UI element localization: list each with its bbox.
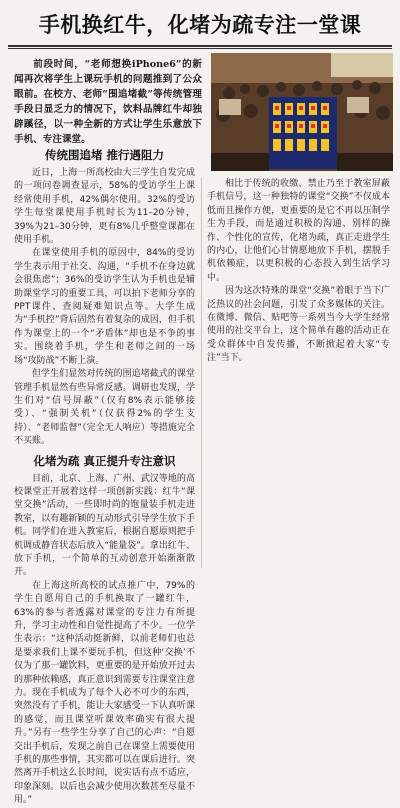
lead-paragraph: 前段时间，“老师想换iPhone6”的新闻再次将学生上课玩手机的问题推到了公众眼前。在校方、老师“围追堵截”等传统管理手段日显乏力的情况下，饮料品牌红牛却独辟蹊径，以一种全新的方式让学生乐意放下手机、专注课堂。 <box>14 59 202 145</box>
section2-paragraph: 相比于传统的收缴、禁止乃至于教室屏蔽手机信号，这一种独特的课堂“交换”不仅成本低而且操作方便，更重要的是它不再以压制学生为手段，而是通过积极的沟通、别样的操作、个性化的宣传，化堵为疏，真正走进学生的内心，让他们心甘情愿地放下手机，摆脱手机依赖症，以更积极的心态投入到生活学习中。 <box>207 179 390 283</box>
classroom-photo-illustration <box>211 53 393 171</box>
section2-paragraph: 在上海这所高校的试点推广中，79%的学生自愿用自己的手机换取了一罐红牛，63%的参与者透露对课堂的专注力有所提升，学习主动性和自觉性提高了不少。一位学生表示：“这种活动挺新鲜，以前老师们也总是要求我们上课不要玩手机，但这种‘交换’不仅为了那一罐饮料，更重要的是开始放开过去的那种依赖感，真正意识到需要专注课堂注意力。现在手机成为了每个人必不可少的东西，突然没有了手机，能让大家感受一下认真听课的感觉，而且课堂听课效率确实有很大提升。”另有一些学生分享了自己的心声：“自愿交出手机后，发现之前自己在课堂上需要使用手机的那些事情，其实都可以在课后进行。突然离开手机这么长时间，说实话有点不适应，印象深刻。以后也会减少使用次数甚至尽量不用。” <box>14 580 195 806</box>
headline-rule-thin <box>8 48 392 49</box>
column-divider <box>201 178 202 568</box>
section2-paragraph: 因为这次特殊的课堂“交换”着眼于当下广泛热议的社会问题，引发了众多媒体的关注。在微博、微信、贴吧等一系列当今大学生经常使用的社交平台上，这个简单有趣的活动正在受众群体中自发传播，不断掀起着大家“专注”当下。 <box>207 286 390 364</box>
column-left <box>14 143 195 806</box>
classroom-photo <box>211 53 393 171</box>
section2-paragraph: 目前，北京、上海、广州、武汉等地的高校课堂正开展着这样一项创新实践：红牛“课堂交换”活动，一些即时尚的饱量装手机走进教室，以有趣新颖的互动形式引导学生放下手机。同学们在进入教室后，根据自愿原则把手机调成静音状态后放入“能量袋”。拿出红牛、放下手机，一个简单的互动创意开始渐渐散开。 <box>14 473 195 578</box>
headline-rule <box>8 45 392 47</box>
section1-heading: 传统围追堵 推行遇阻力 <box>44 148 164 162</box>
section1-paragraph: 但学生们显然对传统的围追堵截式的课堂管理手机显然有些异常反感。调研也发现，学生们对“信号屏蔽”（仅有8%表示能够接受）、“强制关机”（仅获得2%的学生支持）、“老师监督”（完全无人响应）等措施完全不买账。 <box>14 369 195 447</box>
section1-paragraph: 近日，上海一所高校由大三学生自发完成的一项问卷调查显示，58%的受访学生上课经常使用手机，42%偶尔使用。32%的受访学生每堂课使用手机时长为11–20分钟，39%为21–30分钟，更有8%几乎整堂课都在使用手机。 <box>14 168 195 246</box>
section1-paragraph: 在课堂使用手机的原因中，84%的受访学生表示用于社交、沟通，“手机不在身边就会很焦虑”；36%的受访学生认为手机也是辅助课堂学习的重要工具，可以拍下老师分享的PPT课件、查阅疑难知识点等。大学生成为“手机控”背后固然有着复杂的成因，但手机作为课堂上的一个“矛盾体”却也是不争的事实。围绕着手机，学生和老师之间的一场场“攻防战”不断上演。 <box>14 248 195 366</box>
column-right <box>207 178 390 570</box>
section2-heading: 化堵为疏 真正提升专注意识 <box>33 453 176 468</box>
headline: 手机换红牛，化堵为疏专注一堂课 <box>38 13 362 37</box>
